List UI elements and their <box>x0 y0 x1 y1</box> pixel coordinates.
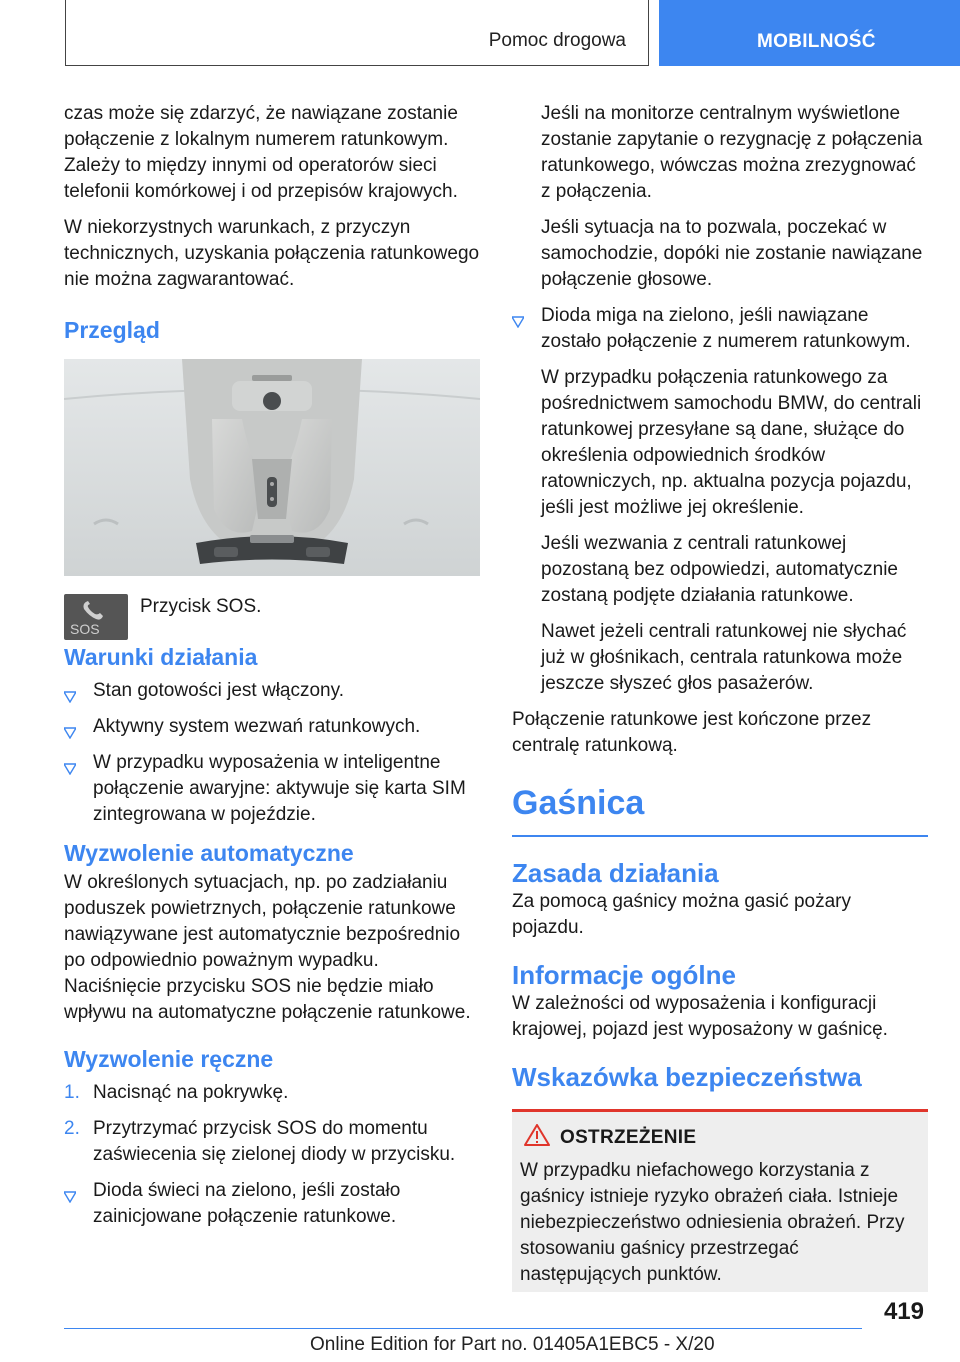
header-chapter-tab <box>659 0 960 66</box>
header-chapter-title: MOBILNOŚĆ <box>757 31 876 52</box>
general-info-text: W zależności od wyposażenia i konfiguracji krajowej, pojazd jest wyposażony w gaśnicę. <box>512 993 888 1040</box>
manual-steps-list <box>64 1080 480 1168</box>
list-item-text: Dioda miga na zielono, jeśli nawiązane zostało połączenie z numerem ratunkowym. <box>541 305 911 352</box>
list-item <box>64 678 480 704</box>
status-list <box>512 303 928 355</box>
roof-console-illustration <box>64 359 480 576</box>
warning-triangle-icon <box>524 1124 550 1151</box>
triangle-bullet-icon <box>64 685 76 711</box>
manual-trigger-heading: Wyzwolenie ręczne <box>64 1046 274 1072</box>
list-item-text: W przypadku wyposażenia w inteligentne połączenie awaryjne: aktywuje się karta SIM zintegrowana w pojeździe. <box>93 752 466 825</box>
step-text: Przytrzymać przycisk SOS do momentu zaświecenia się zielonej diody w przycisku. <box>93 1118 456 1165</box>
footer-edition-text: Online Edition for Part no. 01405A1EBC5 - X/20 <box>310 1334 715 1355</box>
chapter-heading: Gaśnica <box>512 784 645 822</box>
intro-paragraph-2: W niekorzystnych warunkach, z przyczyn technicznych, uzyskania połączenia ratunkowego nie można zagwarantować. <box>64 217 480 290</box>
sos-button-icon <box>64 594 128 640</box>
warning-box <box>512 1109 928 1292</box>
list-item <box>64 1178 480 1230</box>
closing-paragraph: Połączenie ratunkowe jest kończone przez centralę ratunkową. <box>512 709 872 756</box>
sub-paragraph-1: W przypadku połączenia ratunkowego za pośrednictwem samochodu BMW, do centrali ratunkowej przesyłane są dane, służące do określenia odpowiednich środków ratowniczych, np. aktualna pozycja pojazdu, jeśli jest możliwe jej określenie. <box>541 367 922 518</box>
conditions-heading: Warunki działania <box>64 644 258 670</box>
step-text: Nacisnąć na pokrywkę. <box>93 1082 289 1103</box>
page-number: 419 <box>883 1298 924 1325</box>
photo-caption-row <box>64 594 480 642</box>
continued-paragraph-1: Jeśli na monitorze centralnym wyświetlone zostanie zapytanie o rezygnację z połączenia ratunkowego, wówczas można zrezygnować z połączenia. <box>541 103 923 202</box>
footer-edition <box>310 1334 715 1356</box>
triangle-bullet-icon <box>64 757 76 783</box>
overview-heading: Przegląd <box>64 317 160 343</box>
sub-paragraph-3: Nawet jeżeli centrali ratunkowej nie słychać już w głośnikach, centrala ratunkowa może jeszcze słyszeć głos pasażerów. <box>541 621 907 694</box>
triangle-bullet-icon <box>64 721 76 747</box>
step-item <box>64 1116 480 1168</box>
header-section-title: Pomoc drogowa <box>488 30 626 51</box>
sub-paragraph-2: Jeśli wezwania z centrali ratunkowej pozostaną bez odpowiedzi, automatycznie zostaną podjęte działania ratunkowe. <box>541 533 899 606</box>
safety-heading: Wskazówka bezpieczeństwa <box>512 1062 862 1092</box>
principle-heading: Zasada działania <box>512 858 719 888</box>
list-item <box>512 303 928 355</box>
continued-paragraph-2: Jeśli sytuacja na to pozwala, poczekać w samochodzie, dopóki nie zostanie nawiązane połączenie głosowe. <box>541 217 923 290</box>
footer-divider <box>64 1328 862 1329</box>
step-number: 2. <box>64 1118 80 1139</box>
conditions-list <box>64 678 480 828</box>
list-item-text: Dioda świeci na zielono, jeśli zostało zainicjowane połączenie ratunkowe. <box>93 1180 401 1227</box>
list-item <box>64 714 480 740</box>
triangle-bullet-icon <box>64 1185 76 1211</box>
auto-trigger-text: W określonych sytuacjach, np. po zadziałaniu poduszek powietrznych, połączenie ratunkowe nawiązywane jest automatycznie bezpośrednio po odpowiednio poważnym wypadku. Naciśnięcie przycisku SOS nie będzie miało wpływu na automatyczne połączenie ratunkowe. <box>64 872 471 1023</box>
right-column <box>512 101 928 1292</box>
step-item <box>64 1080 480 1106</box>
triangle-bullet-icon <box>512 310 524 336</box>
chapter-divider <box>512 835 928 837</box>
step-number: 1. <box>64 1082 80 1103</box>
list-item-text: Aktywny system wezwań ratunkowych. <box>93 716 421 737</box>
header-section-box <box>65 0 649 66</box>
intro-paragraph-1: czas może się zdarzyć, że nawiązane zostanie połączenie z lokalnym numerem ratunkowym. Zależy to między innymi od operatorów sieci telefonii komórkowej i od przepisów krajowych. <box>64 103 458 202</box>
roof-console-photo <box>64 359 480 576</box>
warning-text: W przypadku niefachowego korzystania z gaśnicy istnieje ryzyko obrażeń ciała. Istnieje niebezpieczeństwo odniesienia obrażeń. Przy stosowaniu gaśnicy przestrzegać następujących punktów. <box>520 1160 905 1285</box>
warning-title: OSTRZEŻENIE <box>560 1127 697 1148</box>
left-column <box>64 101 480 1240</box>
sos-icon-label: SOS <box>70 621 100 637</box>
list-item <box>64 750 480 828</box>
list-item-text: Stan gotowości jest włączony. <box>93 680 344 701</box>
principle-text: Za pomocą gaśnicy można gasić pożary pojazdu. <box>512 891 851 938</box>
general-info-heading: Informacje ogólne <box>512 960 736 990</box>
result-list <box>64 1178 480 1230</box>
warning-header <box>512 1112 928 1158</box>
photo-caption: Przycisk SOS. <box>140 596 262 617</box>
auto-trigger-heading: Wyzwolenie automatyczne <box>64 840 354 866</box>
